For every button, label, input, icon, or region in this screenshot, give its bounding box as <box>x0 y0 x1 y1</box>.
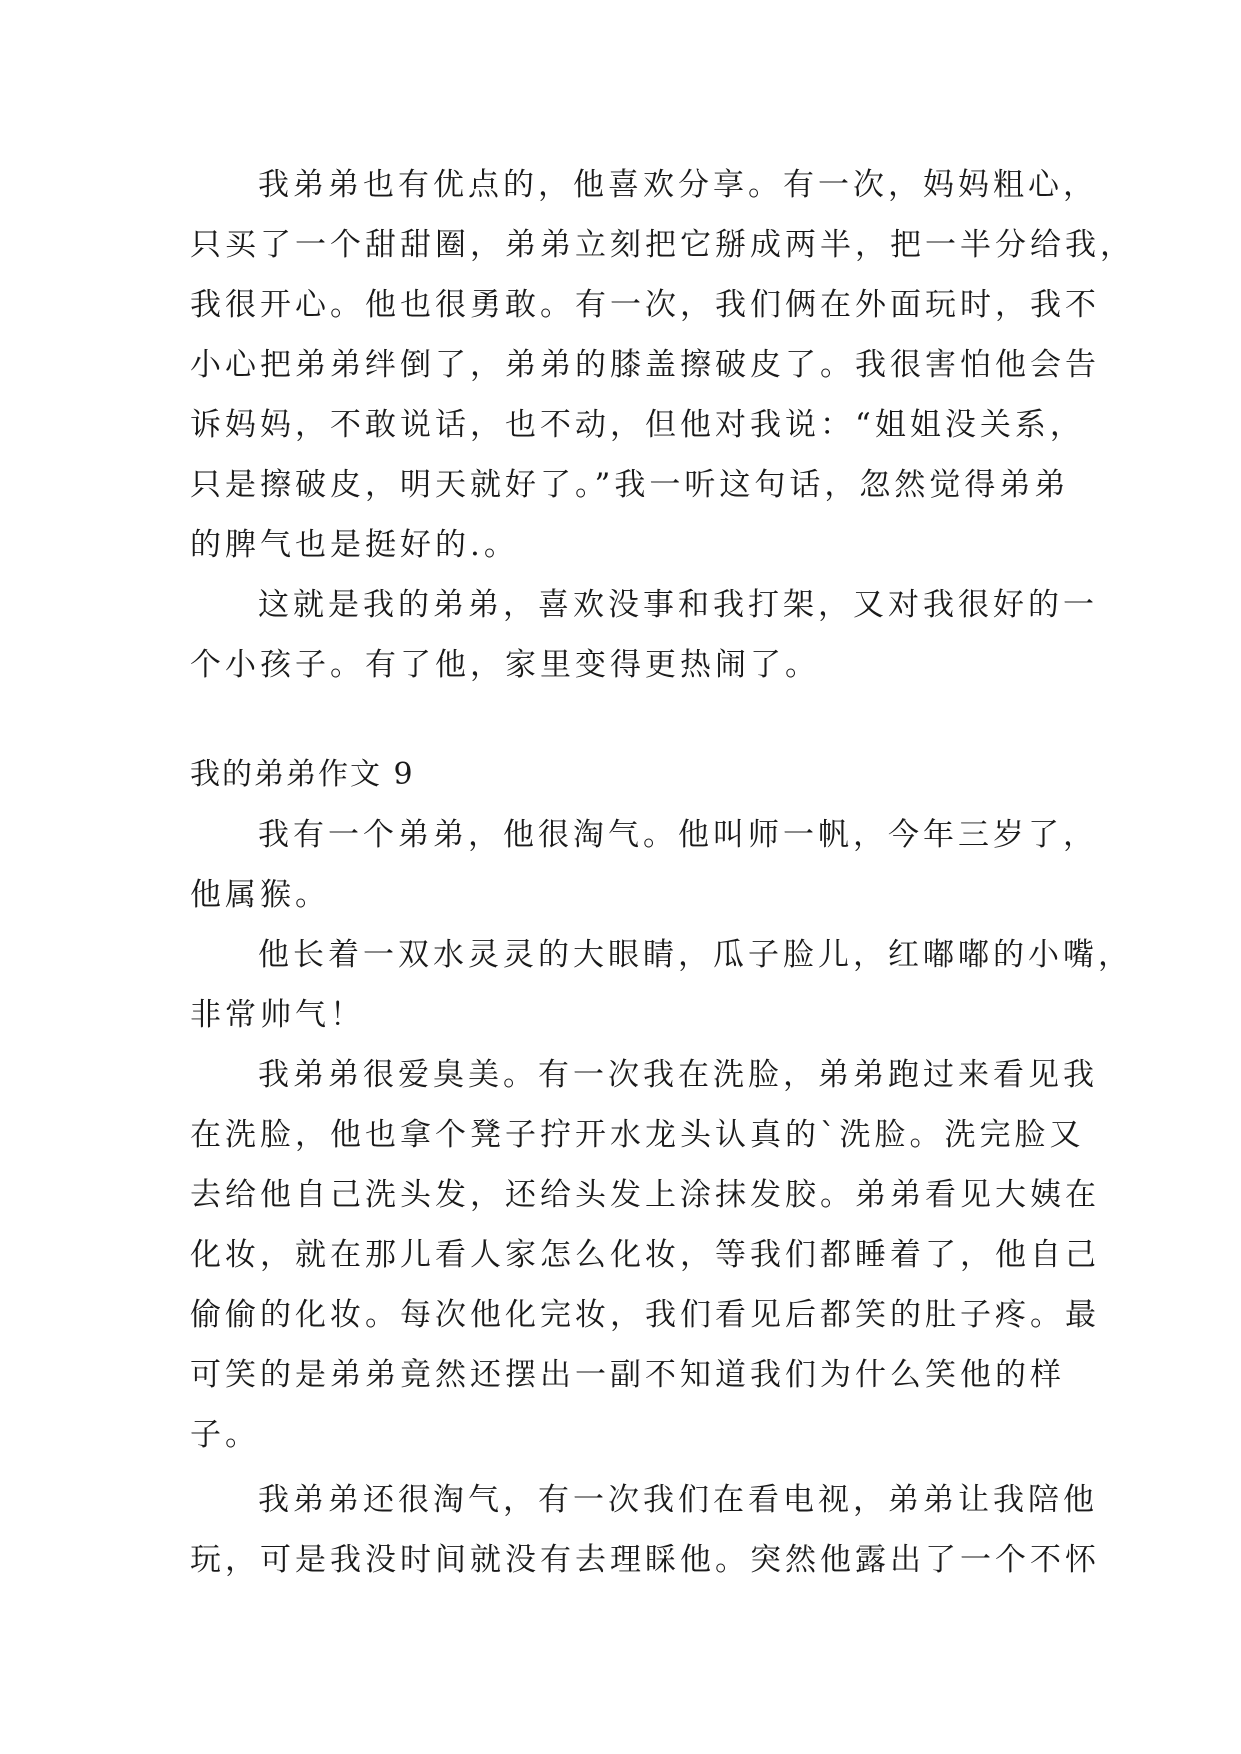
text-line: 的脾气也是挺好的.。 <box>190 527 519 563</box>
text-line: 玩，可是我没时间就没有去理睬他。突然他露出了一个不怀 <box>190 1542 1100 1578</box>
text-line: 他长着一双水灵灵的大眼睛，瓜子脸儿，红嘟嘟的小嘴， <box>258 937 1133 973</box>
text-line: 我弟弟还很淘气，有一次我们在看电视，弟弟让我陪他 <box>258 1482 1098 1518</box>
text-line: 我很开心。他也很勇敢。有一次，我们俩在外面玩时，我不 <box>190 287 1100 323</box>
text-line: 在洗脸，他也拿个凳子拧开水龙头认真的`洗脸。洗完脸又 <box>190 1117 1085 1153</box>
text-line: 化妆，就在那儿看人家怎么化妆，等我们都睡着了，他自己 <box>190 1237 1100 1273</box>
text-line: 只买了一个甜甜圈，弟弟立刻把它掰成两半，把一半分给我， <box>190 227 1135 263</box>
text-line: 偷偷的化妆。每次他化完妆，我们看见后都笑的肚子疼。最 <box>190 1297 1100 1333</box>
section-heading: 我的弟弟作文 9 <box>190 757 415 792</box>
text-line: 诉妈妈，不敢说话，也不动，但他对我说：“姐姐没关系， <box>190 407 1085 443</box>
text-line: 个小孩子。有了他，家里变得更热闹了。 <box>190 647 820 683</box>
text-line: 小心把弟弟绊倒了，弟弟的膝盖擦破皮了。我很害怕他会告 <box>190 347 1100 383</box>
text-line: 子。 <box>190 1417 260 1453</box>
text-line: 他属猴。 <box>190 877 330 913</box>
text-line: 我有一个弟弟，他很淘气。他叫师一帆，今年三岁了， <box>258 817 1098 853</box>
text-line: 只是擦破皮，明天就好了。”我一听这句话，忽然觉得弟弟 <box>190 467 1070 503</box>
text-line: 我弟弟也有优点的，他喜欢分享。有一次，妈妈粗心， <box>258 167 1098 203</box>
text-line: 可笑的是弟弟竟然还摆出一副不知道我们为什么笑他的样 <box>190 1357 1065 1393</box>
text-line: 非常帅气！ <box>190 997 365 1033</box>
text-line: 这就是我的弟弟，喜欢没事和我打架，又对我很好的一 <box>258 587 1098 623</box>
text-line: 去给他自己洗头发，还给头发上涂抹发胶。弟弟看见大姨在 <box>190 1177 1100 1213</box>
text-line: 我弟弟很爱臭美。有一次我在洗脸，弟弟跑过来看见我 <box>258 1057 1098 1093</box>
